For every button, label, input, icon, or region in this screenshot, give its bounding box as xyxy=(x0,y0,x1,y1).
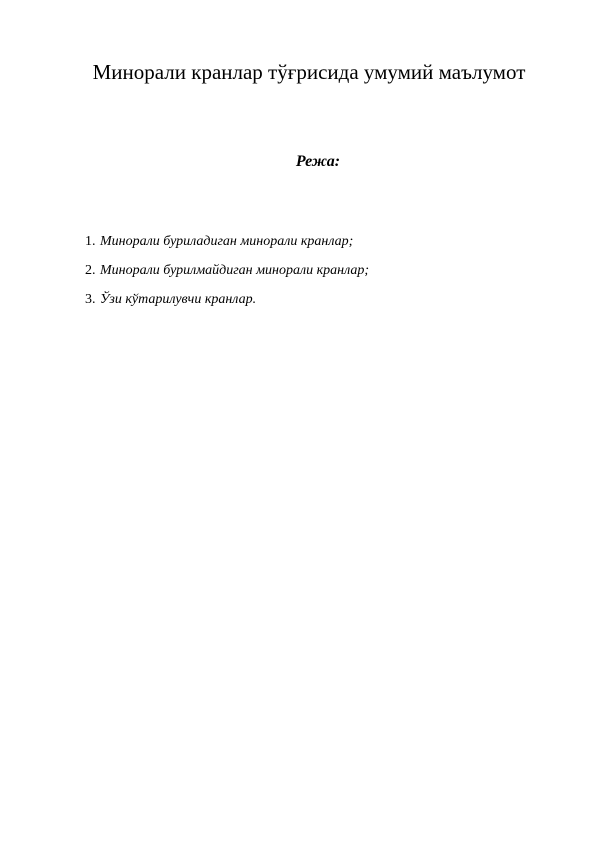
plan-item-text: Минорали буриладиган минорали кранлар; xyxy=(100,234,354,249)
plan-item xyxy=(85,290,369,310)
plan-item-text: Ўзи кўтарилувчи кранлар. xyxy=(100,292,257,307)
plan-item-number: 1. xyxy=(85,234,96,249)
plan-list xyxy=(85,232,369,319)
plan-heading: Режа: xyxy=(295,153,341,170)
plan-item-number: 3. xyxy=(85,292,96,307)
document-title: Минорали кранлар тўғрисида умумий маълумот xyxy=(92,60,526,84)
plan-item xyxy=(85,261,369,281)
plan-item-text: Минорали бурилмайдиган минорали кранлар; xyxy=(100,263,370,278)
plan-item-number: 2. xyxy=(85,263,96,278)
plan-item xyxy=(85,232,369,252)
